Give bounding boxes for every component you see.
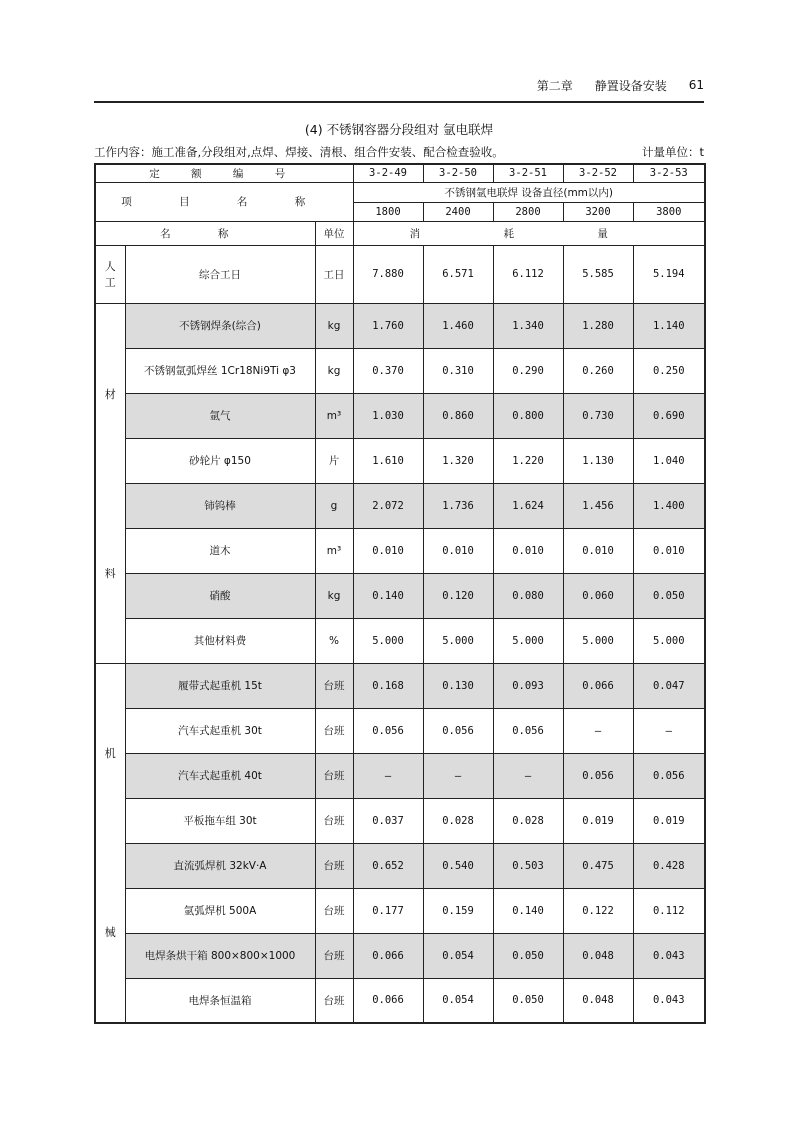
work-content: 工作内容：施工准备,分段组对,点焊、焊接、清根、组合件安装、配合检查验收。 [94, 145, 504, 159]
value-cell: 0.140 [493, 888, 563, 933]
value-cell: 1.736 [423, 483, 493, 528]
item-name: 平板拖车组 30t [125, 798, 315, 843]
column-header-row [95, 221, 705, 245]
diameter-cell: 3800 [633, 202, 705, 221]
item-unit: 台班 [315, 933, 353, 978]
value-cell: — [493, 753, 563, 798]
item-name: 履带式起重机 15t [125, 663, 315, 708]
item-name-label: 项 目 名 称 [95, 182, 353, 221]
item-name: 汽车式起重机 40t [125, 753, 315, 798]
item-unit: 台班 [315, 753, 353, 798]
quota-number-label: 定 额 编 号 [95, 164, 353, 182]
value-cell: 2.072 [353, 483, 423, 528]
value-cell: 0.056 [493, 708, 563, 753]
value-cell: — [353, 753, 423, 798]
item-name: 电焊条烘干箱 800×800×1000 [125, 933, 315, 978]
name-column-header: 名 称 [95, 221, 315, 245]
item-name: 氩弧焊机 500A [125, 888, 315, 933]
value-cell: — [423, 753, 493, 798]
diameter-cell: 1800 [353, 202, 423, 221]
item-name: 电焊条恒温箱 [125, 978, 315, 1023]
diameter-cell: 2800 [493, 202, 563, 221]
value-cell: 0.159 [423, 888, 493, 933]
value-cell: 5.000 [353, 618, 423, 663]
item-name: 硝酸 [125, 573, 315, 618]
value-cell: 0.066 [563, 663, 633, 708]
value-cell: 5.000 [563, 618, 633, 663]
value-cell: 0.122 [563, 888, 633, 933]
table-row [95, 438, 705, 483]
value-cell: 1.140 [633, 303, 705, 348]
code-cell: 3-2-50 [423, 164, 493, 182]
value-cell: 0.048 [563, 978, 633, 1023]
table-row [95, 348, 705, 393]
value-cell: — [633, 708, 705, 753]
table-row [95, 798, 705, 843]
value-cell: 1.340 [493, 303, 563, 348]
group-header-row [95, 182, 705, 202]
value-cell: 0.010 [563, 528, 633, 573]
quota-code-row [95, 164, 705, 182]
value-cell: 0.690 [633, 393, 705, 438]
page-number: 61 [688, 78, 704, 92]
value-cell: 5.585 [563, 245, 633, 303]
item-name: 汽车式起重机 30t [125, 708, 315, 753]
category-char: 材 [104, 387, 116, 401]
category-char: 机 [104, 747, 116, 761]
value-cell: 0.050 [493, 933, 563, 978]
quota-table [94, 163, 706, 1024]
value-cell: 0.028 [423, 798, 493, 843]
table-row [95, 528, 705, 573]
consumption-header: 消 耗 量 [353, 221, 705, 245]
item-name: 不锈钢焊条(综合) [125, 303, 315, 348]
value-cell: 1.456 [563, 483, 633, 528]
table-row [95, 483, 705, 528]
value-cell: 0.652 [353, 843, 423, 888]
table-row [95, 978, 705, 1023]
chapter-label: 第二章 [536, 78, 573, 93]
value-cell: 0.140 [353, 573, 423, 618]
value-cell: 1.460 [423, 303, 493, 348]
group-label: 不锈钢氩电联焊 设备直径(mm以内) [353, 182, 705, 202]
table-row [95, 245, 705, 303]
value-cell: 0.010 [353, 528, 423, 573]
value-cell: 0.050 [633, 573, 705, 618]
value-cell: 7.880 [353, 245, 423, 303]
measure-unit: 计量单位：t [641, 145, 704, 159]
value-cell: 0.290 [493, 348, 563, 393]
value-cell: 0.050 [493, 978, 563, 1023]
item-unit: g [315, 483, 353, 528]
value-cell: 0.048 [563, 933, 633, 978]
code-cell: 3-2-52 [563, 164, 633, 182]
value-cell: 0.010 [633, 528, 705, 573]
value-cell: 0.260 [563, 348, 633, 393]
category-material [95, 303, 125, 663]
value-cell: 0.037 [353, 798, 423, 843]
category-char: 料 [104, 566, 116, 580]
value-cell: 0.056 [353, 708, 423, 753]
table-row [95, 933, 705, 978]
item-name: 直流弧焊机 32kV·A [125, 843, 315, 888]
value-cell: 1.040 [633, 438, 705, 483]
table-row [95, 573, 705, 618]
value-cell: 1.624 [493, 483, 563, 528]
item-name: 综合工日 [125, 245, 315, 303]
value-cell: 0.010 [493, 528, 563, 573]
category-char: 人 [104, 260, 116, 273]
code-cell: 3-2-53 [633, 164, 705, 182]
value-cell: 1.130 [563, 438, 633, 483]
value-cell: 0.043 [633, 978, 705, 1023]
item-unit: 工日 [315, 245, 353, 303]
value-cell: 0.080 [493, 573, 563, 618]
page-header [94, 70, 704, 100]
value-cell: 6.112 [493, 245, 563, 303]
item-unit: % [315, 618, 353, 663]
value-cell: 0.093 [493, 663, 563, 708]
value-cell: 0.056 [563, 753, 633, 798]
table-row [95, 393, 705, 438]
page-title: (4) 不锈钢容器分段组对 氩电联焊 [304, 122, 494, 137]
item-unit: 台班 [315, 978, 353, 1023]
section-label: 静置设备安装 [594, 78, 667, 93]
value-cell: 1.320 [423, 438, 493, 483]
item-unit: 台班 [315, 798, 353, 843]
value-cell: 1.400 [633, 483, 705, 528]
value-cell: 0.047 [633, 663, 705, 708]
item-unit: kg [315, 573, 353, 618]
value-cell: 0.310 [423, 348, 493, 393]
value-cell: 1.280 [563, 303, 633, 348]
table-row [95, 303, 705, 348]
value-cell: 0.730 [563, 393, 633, 438]
item-unit: kg [315, 303, 353, 348]
code-cell: 3-2-49 [353, 164, 423, 182]
diameter-cell: 2400 [423, 202, 493, 221]
table-row [95, 708, 705, 753]
value-cell: 0.028 [493, 798, 563, 843]
code-cell: 3-2-51 [493, 164, 563, 182]
item-name: 其他材料费 [125, 618, 315, 663]
item-unit: kg [315, 348, 353, 393]
value-cell: 1.610 [353, 438, 423, 483]
category-labor [95, 245, 125, 303]
value-cell: 0.860 [423, 393, 493, 438]
item-unit: 台班 [315, 708, 353, 753]
value-cell: 0.019 [563, 798, 633, 843]
value-cell: 0.428 [633, 843, 705, 888]
value-cell: 0.177 [353, 888, 423, 933]
item-unit: m³ [315, 393, 353, 438]
unit-column-header: 单位 [315, 221, 353, 245]
value-cell: 0.120 [423, 573, 493, 618]
category-machine [95, 663, 125, 1023]
table-row [95, 663, 705, 708]
value-cell: 0.370 [353, 348, 423, 393]
value-cell: 6.571 [423, 245, 493, 303]
value-cell: 0.130 [423, 663, 493, 708]
item-name: 氩气 [125, 393, 315, 438]
value-cell: 1.030 [353, 393, 423, 438]
value-cell: 1.220 [493, 438, 563, 483]
value-cell: 0.168 [353, 663, 423, 708]
value-cell: 0.800 [493, 393, 563, 438]
value-cell: 5.000 [423, 618, 493, 663]
item-unit: 台班 [315, 843, 353, 888]
diameter-cell: 3200 [563, 202, 633, 221]
item-unit: 片 [315, 438, 353, 483]
value-cell: 0.475 [563, 843, 633, 888]
value-cell: 0.056 [633, 753, 705, 798]
table-row [95, 753, 705, 798]
value-cell: — [563, 708, 633, 753]
item-name: 不锈钢氩弧焊丝 1Cr18Ni9Ti φ3 [125, 348, 315, 393]
item-name: 铈钨棒 [125, 483, 315, 528]
value-cell: 1.760 [353, 303, 423, 348]
value-cell: 0.503 [493, 843, 563, 888]
value-cell: 0.010 [423, 528, 493, 573]
item-name: 道木 [125, 528, 315, 573]
item-unit: m³ [315, 528, 353, 573]
value-cell: 0.066 [353, 978, 423, 1023]
item-unit: 台班 [315, 888, 353, 933]
header-rule [94, 101, 704, 103]
table-row [95, 888, 705, 933]
category-char: 工 [104, 276, 116, 289]
value-cell: 0.250 [633, 348, 705, 393]
value-cell: 0.060 [563, 573, 633, 618]
work-content-line [94, 144, 704, 160]
item-unit: 台班 [315, 663, 353, 708]
value-cell: 0.112 [633, 888, 705, 933]
value-cell: 0.066 [353, 933, 423, 978]
item-name: 砂轮片 φ150 [125, 438, 315, 483]
value-cell: 0.043 [633, 933, 705, 978]
value-cell: 0.540 [423, 843, 493, 888]
value-cell: 0.054 [423, 978, 493, 1023]
category-char: 械 [104, 926, 116, 940]
value-cell: 5.000 [493, 618, 563, 663]
value-cell: 0.019 [633, 798, 705, 843]
value-cell: 5.000 [633, 618, 705, 663]
table-row [95, 618, 705, 663]
value-cell: 0.054 [423, 933, 493, 978]
table-row [95, 843, 705, 888]
value-cell: 5.194 [633, 245, 705, 303]
value-cell: 0.056 [423, 708, 493, 753]
